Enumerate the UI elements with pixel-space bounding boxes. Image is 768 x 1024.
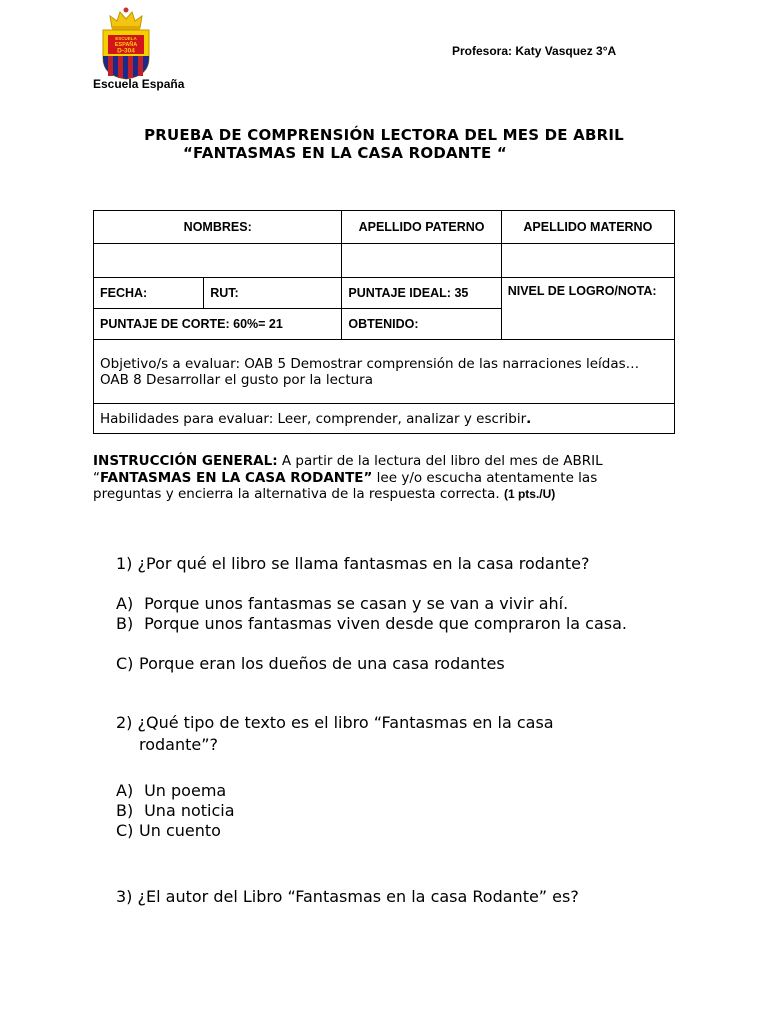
option-letter: B) [116,801,134,820]
question-2-line-1: 2) ¿Qué tipo de texto es el libro “Fantasmas en la casa [116,713,554,732]
logo-line-1: ESCUELA [115,36,137,41]
objetivo-line-1: Objetivo/s a evaluar: OAB 5 Demostrar comprensión de las narraciones leídas… [100,355,640,372]
question-2-option-c[interactable] [116,821,656,841]
nombres-label: NOMBRES: [94,211,342,244]
instruction-book: FANTASMAS EN LA CASA RODANTE” [100,469,373,486]
instruction-label: INSTRUCCIÓN GENERAL: [93,453,278,469]
question-2-option-a[interactable] [116,781,656,801]
objetivo-line-2: OAB 8 Desarrollar el gusto por la lectura [100,371,373,388]
rut-label: RUT: [204,278,342,309]
general-instruction [93,453,653,503]
option-letter: C) [116,821,134,840]
fecha-label: FECHA: [94,278,204,309]
habilidades-cell [94,404,675,434]
logo-line-2: ESPAÑA [114,42,138,48]
instruction-text-1: A partir de la lectura del libro del mes de ABRIL “ [93,453,603,486]
book-title: “FANTASMAS EN LA CASA RODANTE “ [183,144,507,162]
option-text: Porque eran los dueños de una casa rodantes [139,654,505,673]
nivel-logro-label: NIVEL DE LOGRO/NOTA: [501,278,674,340]
apellido-materno-label: APELLIDO MATERNO [501,211,674,244]
option-letter: A) [116,594,134,613]
option-letter: C) [116,654,134,673]
option-text: Una noticia [139,801,235,820]
question-2-option-b[interactable] [116,801,656,821]
school-name: Escuela España [93,77,185,91]
test-title: PRUEBA DE COMPRENSIÓN LECTORA DEL MES DE ABRIL [144,126,624,144]
objetivo-cell [94,340,675,404]
option-text: Porque unos fantasmas se casan y se van a vivir ahí. [139,594,569,613]
puntaje-corte-label: PUNTAJE DE CORTE: 60%= 21 [94,309,342,340]
option-text: Un cuento [139,821,221,840]
obtenido-label: OBTENIDO: [342,309,501,340]
logo-line-3: D-304 [117,47,135,55]
option-letter: B) [116,614,134,633]
option-letter: A) [116,781,134,800]
habilidades-text: Habilidades para evaluar: Leer, comprender, analizar y escribir [100,410,527,427]
question-3: 3) ¿El autor del Libro “Fantasmas en la casa Rodante” es? [116,887,579,906]
nombres-field[interactable] [94,244,342,278]
question-1-option-a[interactable] [116,594,656,614]
instruction-points: (1 pts./U) [503,487,556,501]
question-1: 1) ¿Por qué el libro se llama fantasmas en la casa rodante? [116,554,590,573]
puntaje-ideal-label: PUNTAJE IDEAL: 35 [342,278,501,309]
apellido-paterno-label: APELLIDO PATERNO [342,211,501,244]
apellido-materno-field[interactable] [501,244,674,278]
apellido-paterno-field[interactable] [342,244,501,278]
teacher-info: Profesora: Katy Vasquez 3°A [452,44,617,58]
option-text: Un poema [139,781,227,800]
habilidades-period: . [526,410,532,427]
question-1-option-c[interactable] [116,654,656,674]
school-logo [100,6,152,80]
option-text: Porque unos fantasmas viven desde que compraron la casa. [139,614,627,633]
question-2 [116,713,676,755]
question-2-line-2: rodante”? [139,735,219,754]
question-1-option-b[interactable] [116,614,669,634]
instruction-text-2: lee y/o escucha atentamente las preguntas y encierra la alternativa de la respuesta correcta. [93,469,598,502]
student-info-table [93,210,675,434]
